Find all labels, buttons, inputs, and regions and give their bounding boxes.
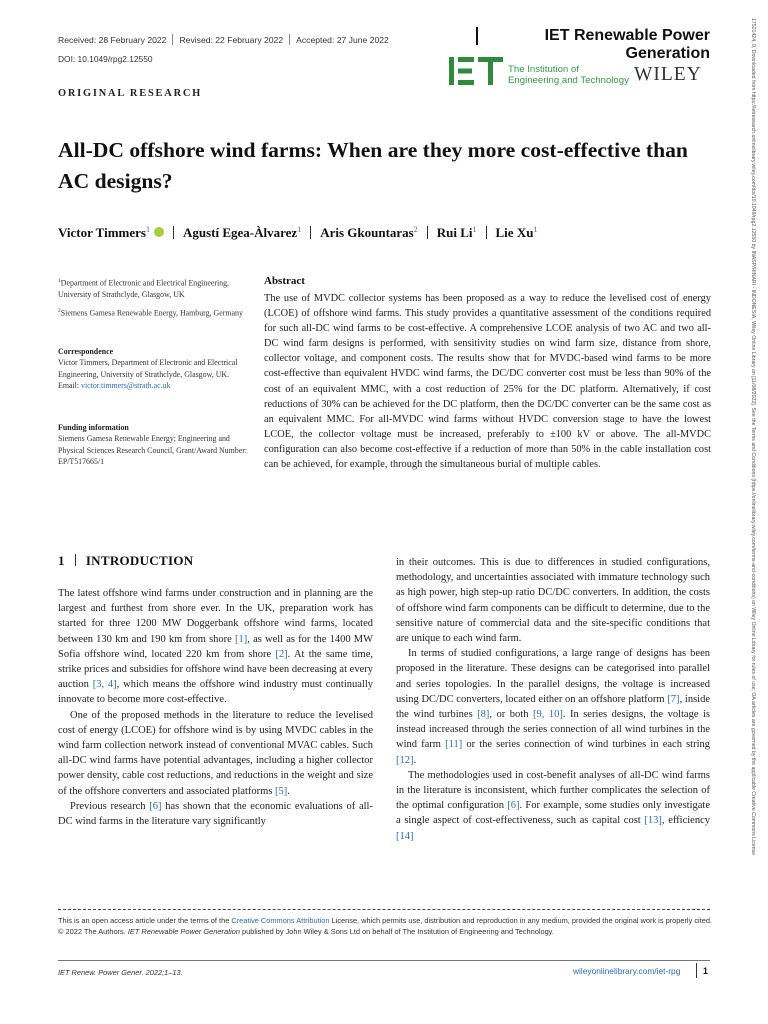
affiliation-text: Siemens Gamesa Renewable Energy, Hamburg, Germany: [60, 308, 243, 318]
citation-link[interactable]: [14]: [396, 830, 414, 842]
license-note: [58, 916, 714, 937]
affiliation-mark: 1: [472, 225, 477, 234]
iet-line-1: The Institution of: [508, 64, 579, 75]
paragraph: [58, 708, 373, 799]
received-date: Received: 28 February 2022: [58, 35, 167, 45]
footer-rule: [58, 960, 710, 961]
affiliation-text: Department of Electronic and Electrical Engineering, University of Strathclyde, Glasgow, UK: [58, 278, 230, 300]
section-number: 1: [58, 553, 65, 568]
paragraph-text: , inside the wind turbines: [396, 693, 710, 721]
paragraph: [58, 799, 373, 829]
paragraph-text: , as well as for the 1400 MW Sofia offshore wind, located 220 km from shore: [58, 633, 373, 660]
page-number: 1: [703, 966, 708, 976]
author-name[interactable]: Rui Li: [436, 225, 473, 240]
abstract-body: The use of MVDC collector systems has been proposed as a way to reduce the levelised cost of energy (LCOE) of offshore wind farms. This study provides a quantitative assessment of the conditions required for such all-DC wind farms to be cost-effective. A comprehensive LCOE analysis of two AC and two all-DC wind farm designs is performed, with sensitivity studies on wind farm size, distance from shore, collector voltage, and component costs. The results show that for MVDC-based wind farms to be more cost-effective than equivalent HVDC wind farms, the DC/DC converter cost must be less than 90% of the cost of an equivalent MMC, with a cost reduction of 25% for the DC platform. Alternatively, if cost reductions of 30% can be achieved for the DC platform, then the DC/DC converter can be the same cost as an equivalent MMC. For all-MVDC wind farms without HVDC conversion stage to have the lowest LCOE, the collector voltage must be increased, preferably to ±100 kV or above. The all-MVDC configuration can also become cost-effective if a reduction of more than 50% in the cable installation cost can be achieved, for example, through the simultaneous burial of multiple cables.: [264, 293, 711, 471]
affiliation-1: [58, 276, 258, 300]
download-notice-text: 17521424, 0, Downloaded from https://ietresearch.onlinelibrary.wiley.com/doi/10.1049/rpg2.12550 by INASP/HINARI - INDONESIA, Wiley Online Library on [11/08/2022]. See the Terms and Conditions (https://onlinelibrary.wiley.com/terms-and-conditions) on Wiley Online Library for rules of use; OA articles are governed by the applicable Creative Commons License: [750, 18, 756, 856]
funding-heading: Funding information: [58, 423, 129, 432]
article-category: ORIGINAL RESEARCH: [58, 88, 203, 99]
citation-link[interactable]: [5]: [275, 785, 288, 797]
paragraph-text: , which means the offshore wind industry must continually innovate to become more cost-effective.: [58, 679, 374, 706]
orcid-icon[interactable]: [154, 227, 164, 237]
paragraph-text: The methodologies used in cost-benefit analyses of all-DC wind farms in the literature is inconsistent, which further complicates the selection of the optimal configuration: [396, 769, 710, 812]
divider: [172, 34, 173, 45]
divider: [289, 34, 290, 45]
citation-link[interactable]: [3, 4]: [92, 679, 117, 691]
author-name[interactable]: Aris Gkountaras: [320, 225, 414, 240]
section-title: INTRODUCTION: [85, 553, 194, 568]
paragraph-text: or the series connection of wind turbines in each string: [462, 739, 710, 751]
iet-name: [508, 64, 629, 86]
paragraph-text: . In series designs, the voltage is instead increased through the series connection of all wind turbines in the wind farm: [396, 709, 710, 751]
paragraph-text: , efficiency: [661, 815, 710, 827]
affiliation-number: 1: [58, 278, 61, 284]
correspondence: [58, 346, 258, 392]
iet-logo: [449, 57, 505, 85]
copyright-text: [58, 927, 714, 938]
journal-title: IET Renewable Power Generation: [544, 27, 710, 62]
citation-link[interactable]: [13]: [644, 815, 662, 827]
divider: [173, 226, 174, 239]
divider: [310, 226, 311, 239]
journal-citation: IET Renew. Power Gener. 2022;1–13.: [58, 968, 183, 977]
paragraph-text: The latest offshore wind farms under construction and in planning are the largest and furthest from shore ever. In the UK, preparation work has started for three 1200 MW Doggerbank offshore wind farms, located between 130 km and 190 km from shore: [58, 588, 373, 645]
intro-column-1: [58, 586, 373, 829]
intro-column-2: [396, 555, 710, 844]
correspondence-heading: Correspondence: [58, 347, 114, 356]
citation-link[interactable]: [1]: [235, 633, 248, 645]
divider: [486, 226, 487, 239]
article-dates: [58, 34, 389, 45]
divider: [696, 963, 697, 978]
paragraph-text: .: [413, 754, 417, 766]
correspondence-email: [58, 380, 258, 391]
correspondence-text: Victor Timmers, Department of Electronic and Electrical Engineering, University of Strathclyde, Glasgow, UK.: [58, 358, 238, 379]
paragraph-text: Previous research: [70, 800, 150, 812]
affiliation-number: 2: [58, 308, 61, 314]
license-suffix: License, which permits use, distribution and reproduction in any medium, provided the original work is properly cited.: [329, 916, 712, 925]
author-name[interactable]: Lie Xu: [495, 225, 534, 240]
affiliation-2: [58, 306, 258, 319]
citation-link[interactable]: [7]: [667, 693, 680, 705]
footer-divider: [58, 909, 710, 910]
paragraph: [396, 555, 710, 646]
citation-link[interactable]: [12]: [396, 754, 414, 766]
abstract-heading: Abstract: [264, 275, 305, 287]
download-notice: [742, 18, 764, 1008]
affiliation-mark: 1: [533, 225, 538, 234]
citation-link[interactable]: [11]: [445, 739, 463, 751]
paragraph-text: In terms of studied configurations, a large range of designs has been proposed in the literature. These designs can be categorised into parallel and series topologies. In the parallel designs, the voltage is increased using DC/DC converters, located either on an offshore platform: [396, 648, 710, 705]
email-label: Email:: [58, 381, 82, 391]
funding-text: Siemens Gamesa Renewable Energy; Engineering and Physical Sciences Research Council, Grant/Award Number: EP/T517665/1: [58, 434, 248, 467]
doi[interactable]: DOI: 10.1049/rpg2.12550: [58, 54, 153, 64]
paragraph: [396, 768, 710, 844]
email-link[interactable]: victor.timmers@strath.ac.uk: [81, 381, 171, 391]
copyright-journal: IET Renewable Power Generation: [127, 926, 240, 936]
affiliation-mark: 2: [413, 225, 418, 234]
paragraph-text: .: [287, 785, 290, 797]
funding: [58, 422, 258, 468]
paragraph-text: One of the proposed methods in the literature to reduce the levelised cost of energy (LCOE) for offshore wind is by using MVDC cables in the wind farm collection network instead of conventional MVAC cables. Such all-DC wind farms have potential advantages, including a higher collector power density, cable cost reductions, and reductions in the weight and size of the offshore converters and associated platforms: [58, 709, 373, 797]
license-text: [58, 916, 714, 927]
citation-link[interactable]: [6]: [149, 800, 162, 812]
author-list: [58, 225, 537, 241]
accepted-date: Accepted: 27 June 2022: [296, 35, 389, 45]
divider: [75, 554, 76, 566]
paragraph: [58, 586, 373, 708]
author-name[interactable]: Agustí Egea-Àlvarez: [182, 225, 298, 240]
citation-link[interactable]: [8]: [477, 709, 490, 721]
paragraph: [396, 646, 710, 768]
paragraph-text: . For example, some studies only investigate a single aspect of cost-effectiveness, such as capital cost: [396, 800, 710, 827]
wiley-logo: WILEY: [634, 64, 702, 85]
citation-link[interactable]: [6]: [507, 800, 520, 812]
section-heading: [58, 553, 193, 569]
paragraph-text: in their outcomes. This is due to differences in studied configurations, methodology, and uncertainties associated with immature technology such as high power, high step-up ratio DC/DC converters. In addition, the costs of offshore wind farm components can be difficult to determine, due to the sensitive nature of commercial data and the site-specific conditions that are unique to each wind farm.: [396, 557, 710, 645]
journal-url[interactable]: wileyonlinelibrary.com/iet-rpg: [573, 966, 681, 976]
paragraph-text: . At the same time, strike prices and subsidies for offshore wind have been decreasing at every auction: [58, 648, 373, 691]
iet-line-2: Engineering and Technology: [508, 75, 629, 86]
paragraph-text: , or both: [489, 709, 533, 721]
license-prefix: This is an open access article under the terms of the: [58, 916, 232, 925]
citation-link[interactable]: [2]: [275, 648, 288, 660]
author-name[interactable]: Victor Timmers: [58, 225, 146, 240]
citation-link[interactable]: [9, 10]: [532, 709, 563, 721]
affiliation-mark: 1: [145, 225, 150, 234]
divider: [427, 226, 428, 239]
affiliation-mark: 1: [297, 225, 302, 234]
copyright-prefix: © 2022 The Authors.: [58, 926, 128, 936]
revised-date: Revised: 22 February 2022: [179, 35, 284, 45]
paragraph-text: has shown that the economic evaluations of all-DC wind farms in the literature vary significantly: [58, 800, 373, 828]
copyright-suffix: published by John Wiley & Sons Ltd on behalf of The Institution of Engineering and Technology.: [239, 926, 554, 936]
license-link[interactable]: Creative Commons Attribution: [231, 916, 330, 925]
article-title: All-DC offshore wind farms: When are they more cost-effective than AC designs?: [58, 138, 688, 193]
